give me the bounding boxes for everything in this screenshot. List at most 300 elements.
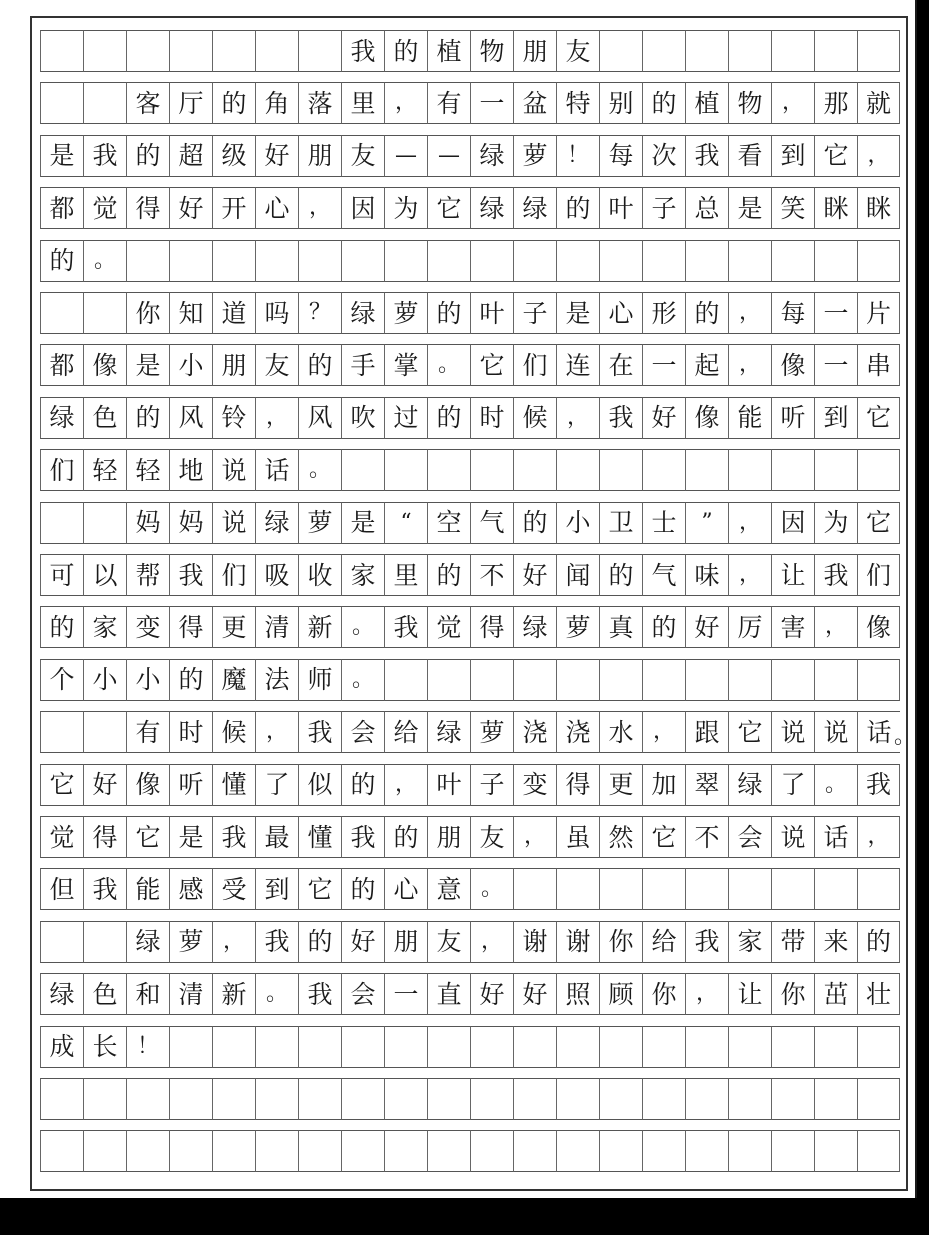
grid-cell: 朋 [212, 344, 255, 386]
grid-cell: 时 [169, 711, 212, 753]
grid-cell: 绿 [728, 764, 771, 806]
grid-cell: 可 [40, 554, 83, 596]
grid-cell: ， [513, 816, 556, 858]
grid-cell [341, 1078, 384, 1120]
grid-cell: 照 [556, 973, 599, 1015]
grid-cell: 的 [599, 554, 642, 596]
grid-cell: ， [857, 135, 900, 177]
grid-cell: 它 [857, 397, 900, 439]
grid-cell: 好 [341, 921, 384, 963]
grid-cell [685, 449, 728, 491]
grid-cell [470, 240, 513, 282]
grid-cell: 物 [728, 82, 771, 124]
grid-cell [642, 1026, 685, 1068]
grid-cell [642, 659, 685, 701]
grid-cell: 得 [169, 606, 212, 648]
grid-cell [685, 1130, 728, 1172]
grid-cell [384, 1130, 427, 1172]
grid-cell: 们 [513, 344, 556, 386]
grid-cell [556, 868, 599, 910]
grid-cell: 我 [83, 135, 126, 177]
grid-cell [728, 240, 771, 282]
grid-cell: 不 [685, 816, 728, 858]
grid-cell: 吸 [255, 554, 298, 596]
grid-cell: 绿 [341, 292, 384, 334]
grid-cell: 子 [642, 187, 685, 229]
grid-cell: 的 [298, 344, 341, 386]
grid-cell: 它 [814, 135, 857, 177]
grid-cell [556, 1026, 599, 1068]
grid-cell: 过 [384, 397, 427, 439]
grid-cell: 绿 [427, 711, 470, 753]
grid-cell: 说 [814, 711, 857, 753]
grid-cell: 友 [341, 135, 384, 177]
grid-cell: 我 [685, 921, 728, 963]
grid-cell [728, 30, 771, 72]
grid-cell: 的 [341, 868, 384, 910]
grid-cell: ， [728, 292, 771, 334]
grid-cell: 。 [83, 240, 126, 282]
grid-cell: 个 [40, 659, 83, 701]
grid-cell: 一 [470, 82, 513, 124]
grid-cell: 小 [556, 502, 599, 544]
grid-cell: 的 [685, 292, 728, 334]
grid-cell: 法 [255, 659, 298, 701]
grid-cell [685, 1078, 728, 1120]
grid-cell: 到 [814, 397, 857, 439]
grid-cell: 了 [771, 764, 814, 806]
grid-cell [298, 30, 341, 72]
grid-cell: 我 [212, 816, 255, 858]
grid-cell: 能 [728, 397, 771, 439]
overflow-char: 。 [894, 724, 917, 750]
grid-cell [427, 1130, 470, 1172]
grid-cell [513, 240, 556, 282]
text-row [40, 554, 900, 596]
text-row [40, 606, 900, 648]
grid-cell [83, 292, 126, 334]
grid-cell [427, 240, 470, 282]
grid-cell [556, 1130, 599, 1172]
grid-cell [599, 868, 642, 910]
grid-cell: 别 [599, 82, 642, 124]
grid-cell: 得 [126, 187, 169, 229]
grid-cell: 变 [126, 606, 169, 648]
grid-cell: 那 [814, 82, 857, 124]
grid-cell: 闻 [556, 554, 599, 596]
grid-cell [642, 1078, 685, 1120]
grid-cell: 。 [814, 764, 857, 806]
grid-cell [169, 240, 212, 282]
grid-cell: 萝 [513, 135, 556, 177]
grid-cell: 绿 [470, 135, 513, 177]
grid-cell: 像 [83, 344, 126, 386]
grid-cell: 受 [212, 868, 255, 910]
grid-cell: 味 [685, 554, 728, 596]
grid-cell [212, 1078, 255, 1120]
grid-cell: 盆 [513, 82, 556, 124]
grid-cell: 植 [685, 82, 728, 124]
grid-cell: 绿 [126, 921, 169, 963]
grid-cell: 真 [599, 606, 642, 648]
grid-cell [685, 240, 728, 282]
grid-cell [255, 1130, 298, 1172]
grid-cell: 翠 [685, 764, 728, 806]
grid-cell: 连 [556, 344, 599, 386]
text-row [40, 187, 900, 229]
grid-cell: 和 [126, 973, 169, 1015]
grid-cell: 最 [255, 816, 298, 858]
grid-cell: 话 [814, 816, 857, 858]
grid-cell: ， [384, 82, 427, 124]
grid-cell: 我 [255, 921, 298, 963]
grid-cell [685, 1026, 728, 1068]
grid-cell [40, 1130, 83, 1172]
grid-cell: ， [556, 397, 599, 439]
grid-cell [728, 868, 771, 910]
grid-cell: 会 [341, 711, 384, 753]
grid-cell: ， [212, 921, 255, 963]
grid-cell: 像 [771, 344, 814, 386]
grid-cell: 绿 [513, 606, 556, 648]
grid-cell: 听 [771, 397, 814, 439]
grid-cell [685, 868, 728, 910]
grid-cell [40, 502, 83, 544]
grid-cell [857, 30, 900, 72]
grid-cell: 它 [126, 816, 169, 858]
grid-cell [642, 240, 685, 282]
grid-cell: 像 [126, 764, 169, 806]
grid-cell: 似 [298, 764, 341, 806]
grid-cell: 家 [728, 921, 771, 963]
grid-cell [341, 449, 384, 491]
grid-cell [685, 659, 728, 701]
grid-cell: 总 [685, 187, 728, 229]
grid-cell: 是 [341, 502, 384, 544]
grid-cell: 士 [642, 502, 685, 544]
text-row [40, 711, 917, 753]
grid-cell [599, 240, 642, 282]
text-row [40, 921, 900, 963]
grid-cell: 。 [255, 973, 298, 1015]
grid-cell [40, 30, 83, 72]
grid-cell: ？ [298, 292, 341, 334]
grid-cell: 绿 [513, 187, 556, 229]
grid-cell: 友 [556, 30, 599, 72]
grid-cell: 是 [556, 292, 599, 334]
grid-cell: 色 [83, 973, 126, 1015]
grid-cell: 轻 [126, 449, 169, 491]
grid-cell: 知 [169, 292, 212, 334]
grid-cell: 成 [40, 1026, 83, 1068]
grid-cell [83, 30, 126, 72]
grid-cell: 好 [169, 187, 212, 229]
grid-cell [83, 82, 126, 124]
grid-cell: 为 [384, 187, 427, 229]
grid-cell: 看 [728, 135, 771, 177]
grid-cell [341, 240, 384, 282]
grid-cell: 都 [40, 344, 83, 386]
grid-cell: 每 [771, 292, 814, 334]
grid-cell [857, 449, 900, 491]
grid-cell: 因 [341, 187, 384, 229]
grid-cell: 绿 [255, 502, 298, 544]
grid-cell: ！ [126, 1026, 169, 1068]
grid-cell [814, 240, 857, 282]
grid-cell: 得 [470, 606, 513, 648]
grid-cell: 好 [685, 606, 728, 648]
grid-cell: 师 [298, 659, 341, 701]
grid-cell [384, 1026, 427, 1068]
grid-cell [771, 1130, 814, 1172]
grid-cell: 有 [427, 82, 470, 124]
grid-cell: 家 [341, 554, 384, 596]
grid-cell: 会 [728, 816, 771, 858]
grid-cell: 听 [169, 764, 212, 806]
grid-cell: 好 [513, 554, 556, 596]
grid-cell: 意 [427, 868, 470, 910]
grid-cell: 我 [685, 135, 728, 177]
grid-cell [599, 30, 642, 72]
grid-cell: 萝 [470, 711, 513, 753]
grid-cell [83, 921, 126, 963]
grid-cell: 超 [169, 135, 212, 177]
grid-cell [169, 1078, 212, 1120]
grid-cell: 叶 [470, 292, 513, 334]
grid-cell [126, 30, 169, 72]
grid-cell: 朋 [298, 135, 341, 177]
grid-cell: ， [298, 187, 341, 229]
grid-cell: 的 [857, 921, 900, 963]
grid-cell: 空 [427, 502, 470, 544]
grid-cell [556, 449, 599, 491]
grid-cell: 地 [169, 449, 212, 491]
grid-cell [513, 1078, 556, 1120]
grid-cell [427, 1078, 470, 1120]
grid-cell: 它 [40, 764, 83, 806]
grid-cell: 家 [83, 606, 126, 648]
grid-cell [599, 659, 642, 701]
grid-cell: 它 [857, 502, 900, 544]
grid-cell: 谢 [513, 921, 556, 963]
grid-cell: 懂 [298, 816, 341, 858]
grid-cell: 铃 [212, 397, 255, 439]
grid-cell: 是 [728, 187, 771, 229]
grid-cell: 串 [857, 344, 900, 386]
grid-cell: 的 [341, 764, 384, 806]
grid-cell: 但 [40, 868, 83, 910]
grid-cell: — [384, 135, 427, 177]
grid-cell [599, 1130, 642, 1172]
grid-cell: 它 [298, 868, 341, 910]
grid-cell: 是 [40, 135, 83, 177]
grid-cell: 友 [470, 816, 513, 858]
grid-cell: 懂 [212, 764, 255, 806]
grid-cell: 片 [857, 292, 900, 334]
grid-cell: 一 [384, 973, 427, 1015]
grid-cell: “ [384, 502, 427, 544]
grid-cell: 眯 [814, 187, 857, 229]
grid-cell: 好 [470, 973, 513, 1015]
grid-cell [556, 1078, 599, 1120]
grid-cell [470, 1130, 513, 1172]
grid-cell: 的 [212, 82, 255, 124]
grid-cell: 它 [642, 816, 685, 858]
grid-cell: 特 [556, 82, 599, 124]
grid-cell [427, 659, 470, 701]
grid-cell [771, 30, 814, 72]
grid-cell: 的 [642, 82, 685, 124]
grid-cell [857, 1026, 900, 1068]
grid-cell [771, 1078, 814, 1120]
grid-cell: 。 [298, 449, 341, 491]
grid-cell: 清 [169, 973, 212, 1015]
grid-cell [857, 240, 900, 282]
grid-cell [427, 1026, 470, 1068]
text-row [40, 240, 900, 282]
grid-cell: 变 [513, 764, 556, 806]
grid-cell: 觉 [40, 816, 83, 858]
grid-cell: 起 [685, 344, 728, 386]
grid-cell: 说 [771, 816, 814, 858]
grid-cell: 我 [341, 30, 384, 72]
grid-cell: 的 [384, 816, 427, 858]
grid-cell [298, 1078, 341, 1120]
grid-cell [470, 449, 513, 491]
grid-cell: 里 [384, 554, 427, 596]
grid-cell [599, 1078, 642, 1120]
grid-cell: ， [470, 921, 513, 963]
grid-cell: 得 [83, 816, 126, 858]
grid-cell: 角 [255, 82, 298, 124]
grid-cell: 的 [169, 659, 212, 701]
grid-cell: ， [771, 82, 814, 124]
grid-cell: 萝 [298, 502, 341, 544]
grid-cell: 到 [255, 868, 298, 910]
grid-cell [384, 240, 427, 282]
grid-cell: 一 [642, 344, 685, 386]
grid-cell [814, 1130, 857, 1172]
grid-cell: 们 [212, 554, 255, 596]
grid-cell: 的 [556, 187, 599, 229]
grid-cell: 心 [599, 292, 642, 334]
grid-cell: ， [728, 502, 771, 544]
grid-cell [771, 449, 814, 491]
grid-cell: 妈 [126, 502, 169, 544]
grid-cell: 你 [126, 292, 169, 334]
grid-cell: ， [384, 764, 427, 806]
grid-cell [255, 30, 298, 72]
grid-cell [169, 30, 212, 72]
grid-cell: ” [685, 502, 728, 544]
grid-cell: 像 [685, 397, 728, 439]
grid-cell: 是 [169, 816, 212, 858]
grid-cell: 在 [599, 344, 642, 386]
grid-cell: 一 [814, 292, 857, 334]
grid-cell: 我 [341, 816, 384, 858]
grid-cell: 的 [427, 397, 470, 439]
grid-cell: ！ [556, 135, 599, 177]
grid-cell: 绿 [40, 973, 83, 1015]
grid-cell [427, 449, 470, 491]
grid-cell [298, 1130, 341, 1172]
grid-cell: 朋 [384, 921, 427, 963]
grid-cell: 客 [126, 82, 169, 124]
grid-cell: 新 [212, 973, 255, 1015]
grid-cell: 吗 [255, 292, 298, 334]
grid-cell: 我 [298, 711, 341, 753]
grid-cell [126, 240, 169, 282]
grid-cell: ， [255, 711, 298, 753]
grid-cell: 友 [255, 344, 298, 386]
grid-cell: 小 [126, 659, 169, 701]
grid-cell: 它 [470, 344, 513, 386]
grid-cell: 话 [857, 711, 900, 753]
grid-cell [771, 240, 814, 282]
grid-cell: 厅 [169, 82, 212, 124]
grid-cell: 的 [298, 921, 341, 963]
grid-cell: ， [255, 397, 298, 439]
text-row [40, 292, 900, 334]
grid-cell: 子 [513, 292, 556, 334]
grid-cell: 道 [212, 292, 255, 334]
grid-cell: 气 [642, 554, 685, 596]
grid-cell: 落 [298, 82, 341, 124]
grid-cell [126, 1130, 169, 1172]
grid-cell: 它 [728, 711, 771, 753]
grid-cell [814, 449, 857, 491]
grid-cell: 茁 [814, 973, 857, 1015]
grid-cell: 绿 [40, 397, 83, 439]
text-row [40, 764, 900, 806]
grid-cell [40, 82, 83, 124]
grid-cell [298, 240, 341, 282]
grid-cell [513, 868, 556, 910]
grid-cell [771, 1026, 814, 1068]
grid-cell: 们 [857, 554, 900, 596]
grid-cell: 我 [298, 973, 341, 1015]
grid-cell: 你 [642, 973, 685, 1015]
grid-cell: 每 [599, 135, 642, 177]
text-row [40, 973, 900, 1015]
grid-cell [857, 868, 900, 910]
grid-cell: 你 [771, 973, 814, 1015]
grid-cell: 的 [384, 30, 427, 72]
grid-cell: 厉 [728, 606, 771, 648]
grid-cell: 帮 [126, 554, 169, 596]
grid-cell [169, 1130, 212, 1172]
text-row [40, 1130, 900, 1172]
grid-cell: 感 [169, 868, 212, 910]
grid-cell: 好 [255, 135, 298, 177]
grid-cell: ， [728, 554, 771, 596]
grid-cell: 魔 [212, 659, 255, 701]
grid-cell: 因 [771, 502, 814, 544]
grid-cell: 像 [857, 606, 900, 648]
grid-cell [470, 1026, 513, 1068]
grid-cell: ， [857, 816, 900, 858]
grid-cell: 有 [126, 711, 169, 753]
grid-cell [771, 868, 814, 910]
grid-cell [642, 30, 685, 72]
grid-cell: 。 [427, 344, 470, 386]
grid-cell: 小 [169, 344, 212, 386]
grid-cell: 好 [83, 764, 126, 806]
grid-cell: 的 [40, 240, 83, 282]
grid-cell [384, 449, 427, 491]
grid-cell [556, 659, 599, 701]
grid-cell [40, 292, 83, 334]
